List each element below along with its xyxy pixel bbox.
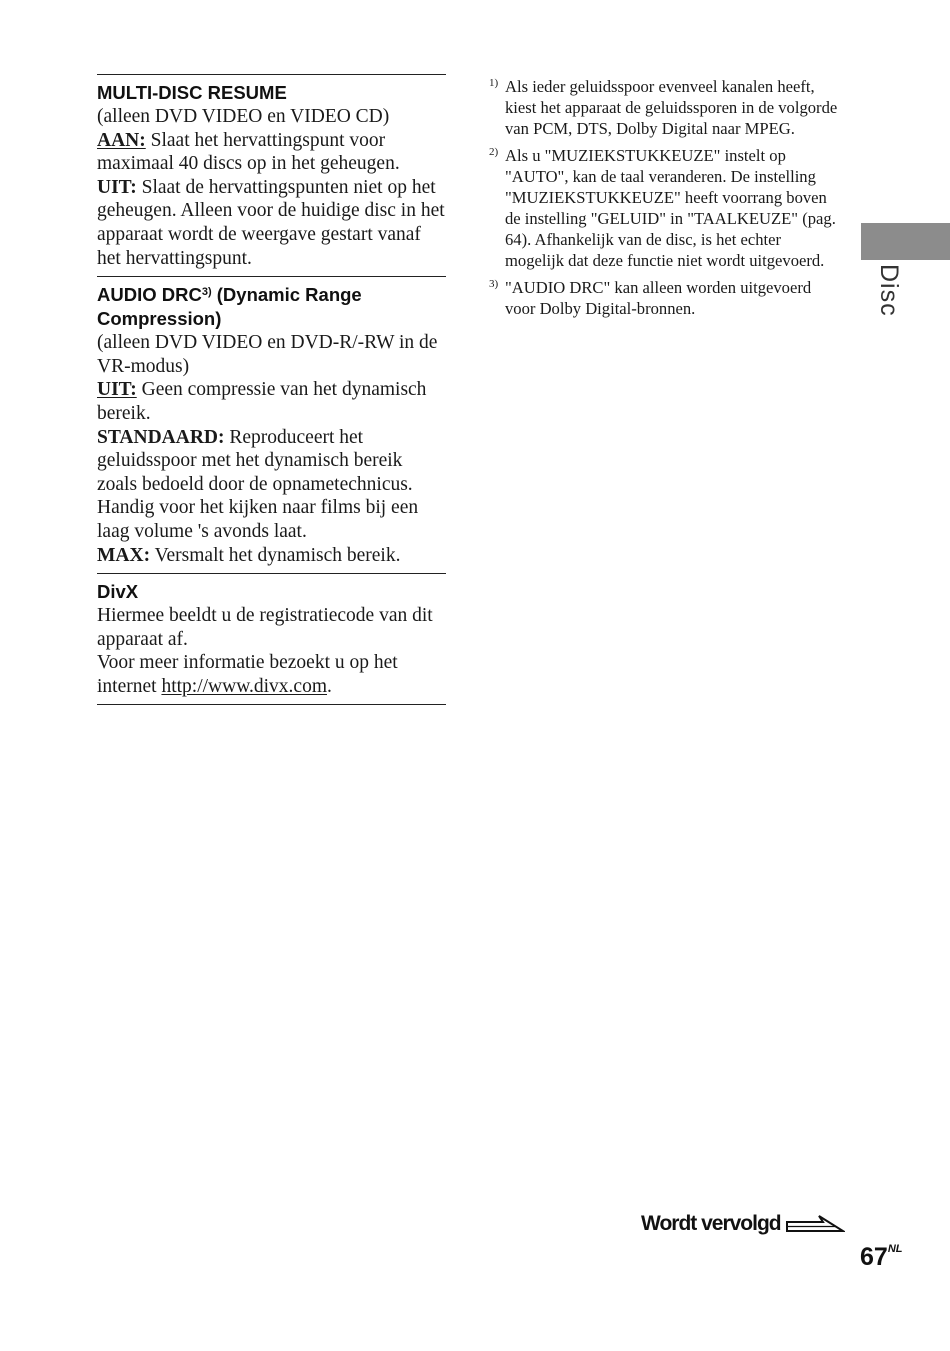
footnote-mark: 2) — [489, 146, 499, 158]
page-number — [860, 1243, 902, 1272]
option-max — [97, 544, 446, 568]
section-body — [97, 604, 446, 698]
option-description: Geen compressie van het dynamisch bereik. — [97, 379, 427, 424]
option-keyword: UIT: — [97, 379, 137, 401]
title-main: AUDIO DRC — [97, 284, 202, 306]
option-uit — [97, 176, 446, 270]
option-keyword: UIT: — [97, 176, 137, 198]
continued-arrow-icon — [785, 1212, 845, 1236]
footnote-3 — [489, 277, 841, 319]
continued-text: Wordt vervolgd — [641, 1212, 781, 1235]
footnote-ref: 3) — [201, 286, 212, 299]
intro-text: (alleen DVD VIDEO en DVD-R/-RW in de VR-modus) — [97, 332, 438, 377]
continued-indicator — [641, 1212, 845, 1236]
option-keyword: STANDAARD: — [97, 426, 225, 448]
section-body — [97, 331, 446, 567]
page-language: NL — [887, 1243, 903, 1255]
title-rest: (Dynamic Range Compression) — [97, 284, 362, 330]
divx-description: Hiermee beeldt u de registratiecode van dit apparaat af. — [97, 605, 433, 650]
divx-link[interactable]: http://www.divx.com — [161, 675, 327, 697]
main-column — [97, 74, 446, 705]
footnote-mark: 1) — [489, 77, 499, 89]
page-number-value: 67 — [860, 1243, 888, 1271]
footnote-2 — [489, 145, 841, 271]
chapter-label: Disc — [875, 264, 903, 317]
option-aan — [97, 129, 446, 176]
option-description: Reproduceert het geluidsspoor met het dynamisch bereik zoals bedoeld door de opnametechnicus. Handig voor het kijken naar films bij een laag volume 's avonds laat. — [97, 426, 419, 542]
section-body — [97, 105, 446, 270]
option-uit — [97, 378, 446, 425]
footnote-text: "AUDIO DRC" kan alleen worden uitgevoerd voor Dolby Digital-bronnen. — [505, 278, 812, 318]
info-suffix: . — [327, 675, 332, 697]
footnotes-column — [489, 76, 841, 325]
section-title — [97, 283, 446, 331]
footnote-mark: 3) — [489, 278, 499, 290]
option-description: Versmalt het dynamisch bereik. — [150, 544, 401, 566]
footnote-text: Als ieder geluidsspoor evenveel kanalen heeft, kiest het apparaat de geluidssporen in de volgorde van PCM, DTS, Dolby Digital naar MPEG. — [505, 77, 838, 138]
option-keyword: MAX: — [97, 544, 151, 566]
option-standaard — [97, 426, 446, 544]
multi-disc-resume-section — [97, 74, 446, 276]
chapter-tab — [861, 223, 950, 260]
section-title: MULTI-DISC RESUME — [97, 82, 287, 103]
footnote-text: Als u "MUZIEKSTUKKEUZE" instelt op "AUTO", kan de taal veranderen. De instelling "MUZIEKSTUKKEUZE" heeft voorrang boven de instelling "GELUID" in "TAALKEUZE" (pag. 64). Afhankelijk van de disc, is het echter mogelijk dat deze functie niet wordt uitgevoerd. — [505, 146, 836, 270]
option-description: Slaat de hervattingspunten niet op het geheugen. Alleen voor de huidige disc in het apparaat wordt de weergave gestart vanaf het hervattingspunt. — [97, 176, 445, 269]
info-text: Voor meer informatie bezoekt u op het internet — [97, 652, 398, 697]
option-keyword: AAN: — [97, 129, 146, 151]
section-title: DivX — [97, 581, 139, 603]
intro-text: (alleen DVD VIDEO en VIDEO CD) — [97, 106, 390, 127]
audio-drc-section — [97, 276, 446, 573]
divx-info — [97, 651, 446, 698]
divx-section — [97, 573, 446, 705]
option-description: Slaat het hervattingspunt voor maximaal 40 discs op in het geheugen. — [97, 129, 400, 175]
footnote-1 — [489, 76, 841, 139]
